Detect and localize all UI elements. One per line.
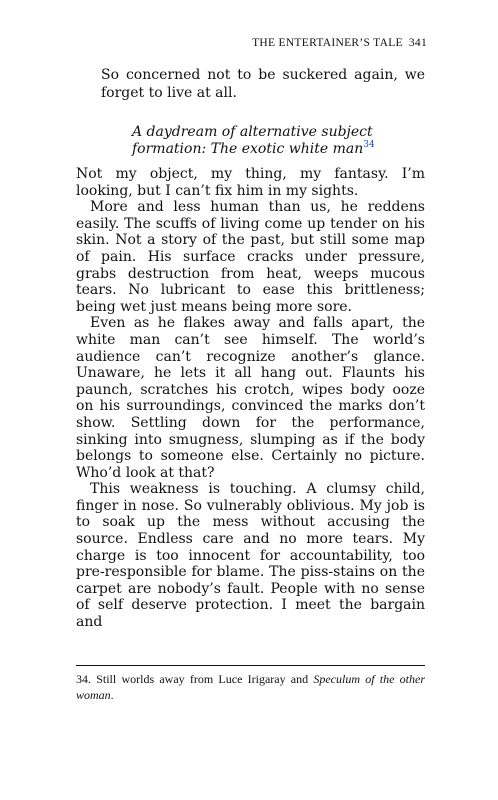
footnote [76,671,425,703]
section-title [132,124,432,158]
footnote-cited-title: Speculum of the other woman [76,672,425,702]
footnote-reference-link[interactable]: 34 [363,140,375,150]
running-title: THE ENTERTAINER’S TALE [252,37,403,49]
paragraph: More and less human than us, he reddens easily. The scuffs of living come up tender on his skin. Not a story of the past, but still some map of pain. His surface cracks under pressure, grabs destruction from heat, weeps mucous tears. No lubricant to ease this brittleness; being wet just means being more sore. [76,199,425,315]
epigraph [101,66,425,102]
paragraph: Not my object, my thing, my fantasy. I’m looking, but I can’t fix him in my sights. [76,166,425,199]
section-title-line-2: formation: The exotic white man [132,141,364,157]
paragraph: This weakness is touching. A clumsy child, finger in nose. So vulnerably oblivious. My job is to soak up the mess without accusing the source. Endless care and no more tears. My charge is too innocent for accountability, too pre-responsible for blame. The piss-stains on the carpet are nobody’s fault. People with no sense of self deserve protection. I meet the bargain and [76,481,425,631]
footnote-text: Still worlds away from Luce Irigaray and [96,672,309,686]
epigraph-line-2: forget to live at all. [101,85,237,101]
footnote-number: 34. [76,672,91,686]
footnote-end: . [110,688,114,702]
paragraph: Even as he flakes away and falls apart, the white man can’t see himself. The world’s audience can’t recognize another’s glance. Unaware, he lets it all hang out. Flaunts his paunch, scratches his crotch, wipes body ooze on his surroundings, convinced the marks don’t show. Settling down for the performance, sinking into smugness, slumping as if the body belongs to someone else. Certainly no picture. Who’d look at that? [76,315,425,481]
epigraph-line-1: So concerned not to be suckered again, we [101,67,425,83]
body-text [76,166,425,631]
section-title-line-1: A daydream of alternative subject [132,124,373,140]
footnote-divider [76,665,425,666]
running-header [252,37,427,49]
page-number: 341 [408,37,427,49]
